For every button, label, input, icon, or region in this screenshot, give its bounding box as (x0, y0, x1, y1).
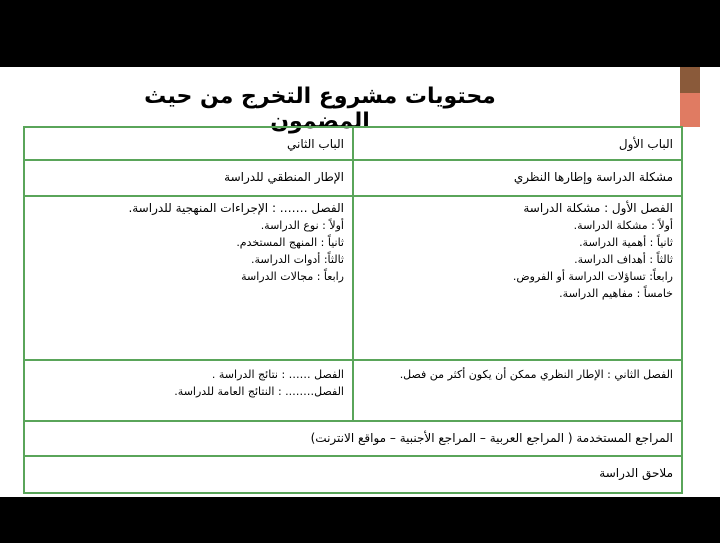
part2-chapter1-item: ثالثاً: أدوات الدراسة. (251, 253, 344, 266)
part2-subheader: الإطار المنطقي للدراسة (24, 160, 353, 196)
part2-chapter1-cell (24, 196, 353, 360)
part1-chapter1-item: ثانياً : أهمية الدراسة. (579, 236, 673, 249)
part2-header: الباب الثاني (24, 127, 353, 160)
part1-subheader: مشكلة الدراسة وإطارها النظري (353, 160, 682, 196)
slide (0, 67, 720, 497)
part2-results-line: الفصل …… : نتائج الدراسة . (211, 368, 344, 381)
part1-chapter1-item: أولاً : مشكلة الدراسة. (573, 219, 673, 232)
part1-chapter1-item: خامساً : مفاهيم الدراسة. (559, 287, 673, 300)
part1-chapter1-item: ثالثاً : أهداف الدراسة. (574, 253, 673, 266)
part2-chapter2-cell (24, 360, 353, 421)
part2-chapter1-item: ثانياً : المنهج المستخدم. (236, 236, 344, 249)
part2-chapter1-item: أولاً : نوع الدراسة. (260, 219, 344, 232)
part1-chapter1-item: رابعاً: تساؤلات الدراسة أو الفروض. (512, 270, 673, 283)
contents-table (23, 126, 683, 494)
accent-bar-light (680, 93, 700, 127)
part1-chapter2-cell (353, 360, 682, 421)
part2-chapter1-item: رابعاً : مجالات الدراسة (241, 270, 344, 283)
references-row: المراجع المستخدمة ( المراجع العربية – المراجع الأجنبية – مواقع الانترنت) (24, 421, 682, 456)
appendices-row: ملاحق الدراسة (24, 456, 682, 493)
part1-chapter2-text: الفصل الثاني : الإطار النظري ممكن أن يكون أكثر من فصل. (399, 368, 673, 381)
part1-header: الباب الأول (353, 127, 682, 160)
part1-chapter1-heading: الفصل الأول : مشكلة الدراسة (523, 201, 673, 215)
part1-chapter1-cell (353, 196, 682, 360)
part2-chapter1-heading: الفصل ……. : الإجراءات المنهجية للدراسة. (128, 201, 344, 215)
accent-bar-dark (680, 67, 700, 93)
part2-results-line: الفصل…….. : النتائج العامة للدراسة. (174, 385, 344, 398)
slide-title: محتويات مشروع التخرج من حيث المضمون (144, 84, 496, 134)
